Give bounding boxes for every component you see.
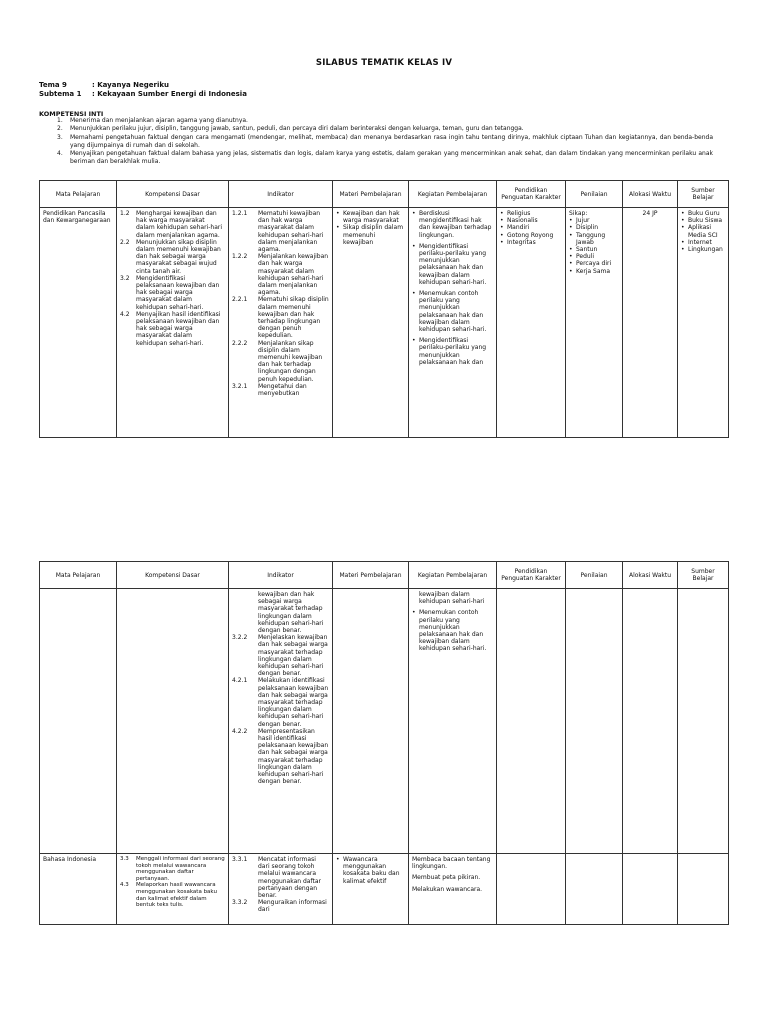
header-mapel: Mata Pelajaran <box>40 181 117 208</box>
cell-alokasi: 24 JP <box>623 208 678 438</box>
subtema-line <box>39 90 247 98</box>
cell-kd <box>117 589 229 854</box>
header-indikator: Indikator <box>229 181 333 208</box>
ki-item: 2. Menunjukkan perilaku jujur, disiplin, tanggung jawab, santun, peduli, dan percaya diri dalam berinteraksi dengan keluarga, teman, guru dan tetangga. <box>57 125 524 133</box>
header-alokasi: Alokasi Waktu <box>623 181 678 208</box>
cell-indikator: 1.2.1 Mematuhi kewajiban dan hak warga masyarakat dalam kehidupan sehari-hari dalam menjalankan agama. 1.2.2 Menjalankan kewajiban dan hak warga masyarakat dalam kehidupan sehari-hari dalam menjalankan agama. 2.2.1 Mematuhi sikap disiplin dalam memenuhi kewajiban dan hak terhadap lingkungan dengan penuh kepedulian. 2.2.2 Menjalankan sikap disiplin dalam memenuhi kewajiban dan hak terhadap lingkungan dengan penuh kepedulian. 3.2.1 Mengetahui dan menyebutkan <box>229 208 333 438</box>
cell-kegiatan: • Berdiskusi mengidentifikasi hak dan kewajiban terhadap lingkungan. • Mengidentifikasi perilaku-perilaku yang menunjukkan pelaksanaan hak dan kewajiban dalam kehidupan sehari-hari. • Menemukan contoh perilaku yang menunjukkan pelaksanaan hak dan kewajiban dalam kehidupan sehari-hari. • Mengidentifikasi perilaku-perilaku yang menunjukkan pelaksanaan hak dan <box>409 208 497 438</box>
cell-sumber <box>678 854 729 925</box>
cell-alokasi <box>623 589 678 854</box>
header-kegiatan: Kegiatan Pembelajaran <box>409 181 497 208</box>
header-mapel: Mata Pelajaran <box>40 562 117 589</box>
header-penilaian: Penilaian <box>566 562 623 589</box>
cell-alokasi <box>623 854 678 925</box>
subtema-label: Subtema 1 <box>39 90 82 98</box>
table-row <box>40 208 729 438</box>
subtema-value: : Kekayaan Sumber Energi di Indonesia <box>92 90 247 98</box>
document-title: SILABUS TEMATIK KELAS IV <box>315 58 453 68</box>
table-header-row <box>40 181 729 208</box>
ki-item: 3. Memahami pengetahuan faktual dengan cara mengamati (mendengar, melihat, membaca) dan menanya berdasarkan rasa ingin tahu tentang dirinya, makhluk ciptaan Tuhan dan kegiatannya, dan benda-benda yang dijumpainya di rumah dan di sekolah. <box>57 133 713 149</box>
cell-penilaian <box>566 854 623 925</box>
header-penilaian: Penilaian <box>566 181 623 208</box>
header-materi: Materi Pembelajaran <box>333 562 409 589</box>
table-row <box>40 854 729 925</box>
syllabus-table-1 <box>39 180 729 438</box>
cell-sumber: • Buku Guru • Buku Siswa • Aplikasi Media SCI • Internet • Lingkungan <box>678 208 729 438</box>
cell-materi: • Kewajiban dan hak warga masyarakat • Sikap disiplin dalam memenuhi kewajiban <box>333 208 409 438</box>
header-sumber: Sumber Belajar <box>678 562 729 589</box>
kompetensi-inti-list <box>57 117 713 167</box>
cell-penilaian <box>566 589 623 854</box>
cell-kd: 1.2 Menghargai kewajiban dan hak warga masyarakat dalam kehidupan sehari-hari dalam menjalankan agama. 2.2 Menunjukkan sikap disiplin dalam memenuhi kewajiban dan hak sebagai warga masyarakat sebagai wujud cinta tanah air. 3.2 Mengidentifikasi pelaksanaan kewajiban dan hak sebagai warga masyarakat dalam kehidupan sehari-hari. 4.2 Menyajikan hasil identifikasi pelaksanaan kewajiban dan hak sebagai warga masyarakat dalam kehidupan sehari-hari. <box>117 208 229 438</box>
cell-materi <box>333 589 409 854</box>
ki-item: 4. Menyajikan pengetahuan faktual dalam bahasa yang jelas, sistematis dan logis, dalam karya yang estetis, dalam gerakan yang mencerminkan anak sehat, dan dalam tindakan yang mencerminkan perilaku anak beriman dan berakhlak mulia. <box>57 150 713 166</box>
header-ppk: Pendidikan Penguatan Karakter <box>497 181 566 208</box>
header-kegiatan: Kegiatan Pembelajaran <box>409 562 497 589</box>
cell-kd: 3.3 Menggali informasi dari seorang tokoh melalui wawancara menggunakan daftar pertanyaan. 4.3 Melaporkan hasil wawancara menggunakan kosakata baku dan kalimat efektif dalam bentuk teks tulis. <box>117 854 229 925</box>
cell-mapel: Pendidikan Pancasila dan Kewarganegaraan <box>40 208 117 438</box>
header-indikator: Indikator <box>229 562 333 589</box>
header-ppk: Pendidikan Penguatan Karakter <box>497 562 566 589</box>
header-kd: Kompetensi Dasar <box>117 181 229 208</box>
table-header-row <box>40 562 729 589</box>
cell-indikator: 3.3.1 Mencatat informasi dari seorang tokoh melalui wawancara menggunakan daftar pertanyaan dengan benar. 3.3.2 Menguraikan informasi dari <box>229 854 333 925</box>
header-kd: Kompetensi Dasar <box>117 562 229 589</box>
cell-kegiatan: kewajiban dalam kehidupan sehari-hari • Menemukan contoh perilaku yang menunjukkan pelaksanaan hak dan kewajiban dalam kehidupan sehari-hari. <box>409 589 497 854</box>
ki-item: 1. Menerima dan menjalankan ajaran agama yang dianutnya. <box>57 117 248 124</box>
cell-kegiatan: Membaca bacaan tentang lingkungan. Membuat peta pikiran. Melakukan wawancara. <box>409 854 497 925</box>
header-alokasi: Alokasi Waktu <box>623 562 678 589</box>
cell-ppk: • Religius • Nasionalis • Mandiri • Gotong Royong • Integritas <box>497 208 566 438</box>
table-row <box>40 589 729 854</box>
cell-penilaian: Sikap: • Jujur • Disiplin • Tanggung Jawab • Santun • Peduli • Percaya diri • Kerja Sama <box>566 208 623 438</box>
syllabus-table-2 <box>39 561 729 925</box>
header-materi: Materi Pembelajaran <box>333 181 409 208</box>
tema-value: : Kayanya Negeriku <box>92 81 170 89</box>
tema-label: Tema 9 <box>39 81 67 89</box>
cell-mapel: Bahasa Indonesia <box>40 854 117 925</box>
cell-materi: • Wawancara menggunakan kosakata baku dan kalimat efektif <box>333 854 409 925</box>
cell-indikator: kewajiban dan hak sebagai warga masyarakat terhadap lingkungan dalam kehidupan sehari-hari dengan benar. 3.2.2 Menjelaskan kewajiban dan hak sebagai warga masyarakat terhadap lingkungan dalam kehidupan sehari-hari dengan benar. 4.2.1 Melakukan identifikasi pelaksanaan kewajiban dan hak sebagai warga masyarakat terhadap lingkungan dalam kehidupan sehari-hari dengan benar. 4.2.2 Mempresentasikan hasil identifikasi pelaksanaan kewajiban dan hak sebagai warga masyarakat terhadap lingkungan dalam kehidupan sehari-hari dengan benar. <box>229 589 333 854</box>
kompetensi-inti-heading: KOMPETENSI INTI <box>39 110 104 118</box>
cell-ppk <box>497 589 566 854</box>
cell-mapel <box>40 589 117 854</box>
cell-ppk <box>497 854 566 925</box>
tema-line <box>39 81 169 89</box>
cell-sumber <box>678 589 729 854</box>
header-sumber: Sumber Belajar <box>678 181 729 208</box>
